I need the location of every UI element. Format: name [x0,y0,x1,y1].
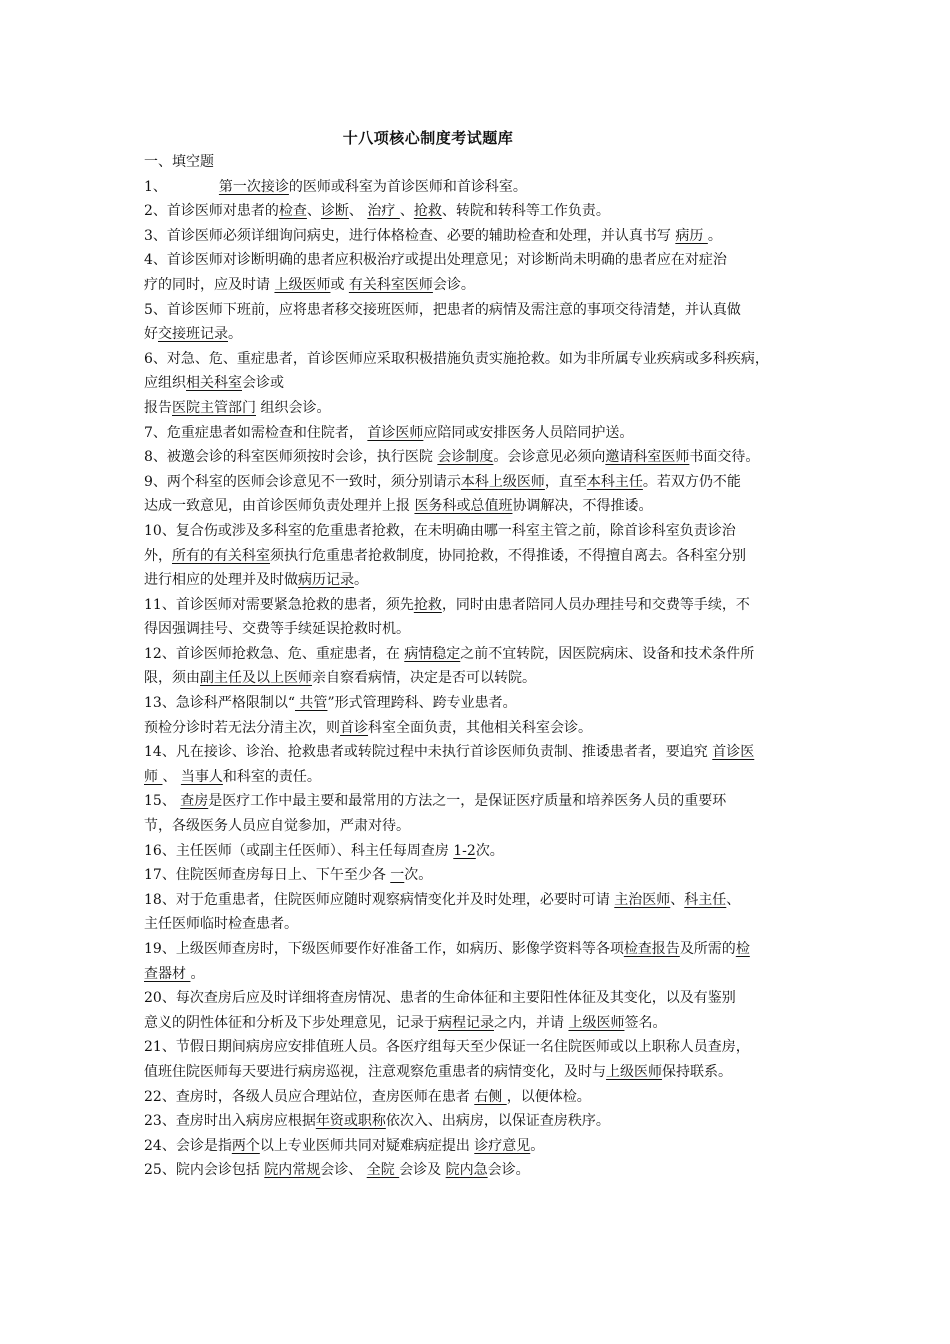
question-text: 次。 [475,842,504,859]
question-text: 及所需的 [679,941,736,957]
answer-blank: 共管 [294,695,328,712]
answer-blank: 病情稳定 [404,645,461,662]
question-line [144,986,812,1011]
answer-blank: 医院主管部门 [172,399,256,416]
question-text: 预检分诊时若无法分清主次，则 [144,719,340,736]
question-line [144,371,812,396]
answer-blank: 查器材 [144,965,191,982]
question-line [144,1060,812,1085]
question-text: 20、每次查房后应及时详细将查房情况、患者的生命体征和主要阳性体征及其变化，以及有鉴别 [144,990,736,1007]
question-line [144,322,812,347]
question-text: 23、查房时出入病房应根据 [144,1113,316,1130]
section-heading: 一、填空题 [144,154,214,170]
question-line [144,445,812,470]
question-line [144,888,812,913]
question-line [144,691,812,716]
question-text: 、 [348,203,368,220]
question-text: 15、 [144,793,181,810]
question-text: ，同时由患者陪同人员办理挂号和交费等手续，不 [441,596,750,613]
question-line [144,740,812,765]
question-line [144,347,812,372]
question-line [144,642,812,667]
question-text: 7、危重症患者如需检查和住院者， [144,424,368,441]
question-line [144,470,812,495]
question-text: 应陪同或安排医务人员陪同护送。 [423,424,634,441]
question-text: 达成一致意见，由首诊医师负责处理并上报 [144,498,415,515]
question-text: 9、两个科室的医师会诊意见不一致时，须分别请示 [144,473,461,490]
question-line [144,568,812,593]
question-line [144,765,812,790]
question-text: 22、查房时，各级人员应合理站位，查房医师在患者 [144,1088,475,1105]
answer-blank: 全院 [366,1162,400,1179]
question-line [144,912,812,937]
question-text: 组织会诊。 [256,399,331,416]
question-text: 、 [162,768,181,785]
answer-blank: 上级医师 [568,1014,625,1031]
answer-blank: 右侧 [474,1088,507,1105]
document-title [0,127,950,148]
question-line [144,175,812,200]
question-text: 、 [399,203,414,220]
answer-blank: 第一次接诊 [218,178,289,195]
question-text: 。若双方仍不能 [642,473,741,490]
answer-blank: 诊疗意见 [474,1137,531,1154]
question-text: 会诊、 [320,1162,367,1179]
question-text: ，直至 [544,473,587,490]
question-text: 、 [670,891,685,908]
answer-blank: 本科上级医师 [460,473,545,490]
question-text: 保持联系。 [662,1063,732,1080]
question-text: 8、被邀会诊的科室医师须按时会诊，执行医院 [144,449,438,466]
question-text: 依次入、出病房，以保证查房秩序。 [385,1113,610,1130]
question-text: 11、首诊医师对需要紧急抢救的患者，须先 [144,596,414,613]
question-line [144,814,812,839]
question-text: 节，各级医务人员应自觉参加，严肃对待。 [144,818,410,835]
answer-blank: 本科主任 [586,473,643,490]
question-text: 10、复合伤或涉及多科室的危重患者抢救，在未明确由哪一科室主管之前，除首诊科室负责诊治 [144,522,736,539]
question-text: 之前不宜转院，因医院病床、设备和技术条件所 [460,645,755,662]
question-text: 意义的阴性体征和分析及下步处理意见，记录于 [144,1014,438,1031]
question-text: 科室全面负责，其他相关科室会诊。 [368,719,592,736]
question-text: 以上专业医师共同对疑难病症提出 [259,1137,475,1154]
question-text: 报告 [144,399,172,416]
answer-blank: 一 [390,867,405,884]
question-line [144,273,812,298]
question-text: 会诊及 [399,1162,446,1179]
question-line [144,1011,812,1036]
answer-blank: 两个 [231,1137,260,1154]
question-line [144,593,812,618]
answer-blank: 检 [735,941,750,957]
question-line [144,1109,812,1134]
question-text: 25、院内会诊包括 [144,1162,265,1179]
question-line [144,789,812,814]
answer-blank: 相关科室 [186,375,242,392]
question-text: 13、急诊科严格限制以“ [144,695,295,712]
question-line [144,1158,812,1183]
question-text: 限，须由 [144,670,200,687]
question-line [144,666,812,691]
question-line [144,716,812,741]
answer-blank: 首诊医 [712,744,755,761]
question-text: 。 [228,326,242,343]
question-list [144,150,812,1183]
question-text: 外， [144,547,172,564]
question-line [144,519,812,544]
question-text: 。 [707,227,722,244]
answer-blank: 副主任及以上医师 [200,670,312,687]
question-text: 签名。 [624,1014,667,1031]
question-text: 次。 [404,867,433,884]
question-text: ”形式管理跨科、跨专业患者。 [327,695,517,712]
question-text: 、 [726,891,741,908]
question-text: 、 [306,203,321,220]
question-text: 和科室的责任。 [222,768,321,785]
question-text: 19、上级医师查房时，下级医师要作好准备工作，如病历、影像学资料等各项 [144,941,624,957]
question-line [144,224,812,249]
question-line [144,1085,812,1110]
question-text: 主任医师临时检查患者。 [144,916,298,933]
question-text: 24、会诊是指 [144,1137,232,1154]
question-text: 、转院和转科等工作负责。 [441,203,610,220]
question-line [144,863,812,888]
answer-blank: 查房 [180,793,209,810]
question-line [144,494,812,519]
question-text: 疗的同时，应及时请 [144,276,275,293]
answer-blank: 会诊制度 [437,449,494,466]
answer-blank: 诊断 [320,203,349,220]
answer-blank: 治疗 [367,203,400,220]
question-text: 的医师或科室为首诊医师和首诊科室。 [288,178,527,195]
answer-blank: 师 [144,768,163,785]
question-text: 会诊或 [242,375,284,392]
question-text: 进行相应的处理并及时做 [144,572,298,589]
question-line [144,962,812,987]
answer-blank: 首诊医师 [367,424,424,441]
answer-blank: 病历记录 [298,572,354,589]
answer-blank: 检查报告 [623,941,680,957]
answer-blank: 上级医师 [606,1063,662,1080]
question-text: ，以便体检。 [506,1088,591,1105]
question-text: 是医疗工作中最主要和最常用的方法之一，是保证医疗质量和培养医务人员的重要环 [208,793,727,810]
question-text: 5、首诊医师下班前，应将患者移交接班医师，把患者的病情及需注意的事项交待清楚，并认真做 [144,301,741,318]
question-text: 3、首诊医师必须详细询问病史，进行体格检查、必要的辅助检查和处理，并认真书写 [144,227,676,244]
question-text: 6、对急、危、重症患者，首诊医师应采取积极措施负责实施抢救。如为非所属专业疾病或多科疾病， [144,350,769,367]
question-text: 16、主任医师（或副主任医师）、科主任每周查房 [144,842,454,859]
question-text: 亲自察看病情，决定是否可以转院。 [312,670,536,687]
question-line [144,544,812,569]
question-text: 会诊。 [487,1162,530,1179]
question-line [144,421,812,446]
answer-blank: 院内急 [445,1162,488,1179]
question-text: 18、对于危重患者，住院医师应随时观察病情变化并及时处理，必要时可请 [144,891,615,908]
question-text: 1、 [144,178,167,195]
question-text: 21、节假日期间病房应安排值班人员。各医疗组每天至少保证一名住院医师或以上职称人员查房， [144,1039,750,1056]
question-line [144,937,812,962]
question-line [144,248,812,273]
question-line [144,298,812,323]
question-text: 。 [354,572,368,589]
answer-blank: 病程记录 [438,1014,494,1031]
question-line [144,839,812,864]
question-text: 书面交待。 [689,449,760,466]
fill-in-questions [144,175,812,1183]
question-line [144,1035,812,1060]
document-title-text: 十八项核心制度考试题库 [342,129,514,147]
question-line [144,617,812,642]
question-text: 4、首诊医师对诊断明确的患者应积极治疗或提出处理意见；对诊断尚未明确的患者应在对症治 [144,252,727,269]
answer-blank: 年资或职称 [315,1113,386,1130]
question-text: 会诊。 [432,276,475,293]
answer-blank: 医务科或总值班 [414,498,513,515]
question-text: 须执行危重患者抢救制度，协同抢救，不得推诿，不得擅自离去。各科室分别 [270,547,746,564]
answer-blank: 抢救 [413,596,442,613]
question-line [144,1134,812,1159]
question-text: 协调解决，不得推诿。 [512,498,653,515]
answer-blank: 院内常规 [264,1162,321,1179]
answer-blank: 1-2 [453,842,476,859]
answer-blank: 所有的有关科室 [172,547,270,564]
question-text: 2、首诊医师对患者的 [144,203,279,220]
question-text: 14、凡在接诊、诊治、抢救患者或转院过程中未执行首诊医师负责制、推诿患者者，要追究 [144,744,713,761]
question-line [144,396,812,421]
question-text: 应组织 [144,375,186,392]
question-text: 好 [144,326,158,343]
answer-blank: 抢救 [413,203,442,220]
answer-blank: 科主任 [684,891,727,908]
answer-blank: 检查 [278,203,307,220]
question-text: 。会诊意见必须向 [493,449,606,466]
answer-blank: 交接班记录 [158,326,228,343]
answer-blank: 主治医师 [614,891,671,908]
answer-blank: 首诊 [340,719,368,736]
answer-blank: 上级医师 [274,276,331,293]
answer-blank: 邀请科室医师 [605,449,690,466]
question-text: 值班住院医师每天要进行病房巡视，注意观察危重患者的病情变化，及时与 [144,1063,606,1080]
answer-blank: 当事人 [180,768,223,785]
question-text: 。 [190,965,205,982]
answer-blank: 有关科室医师 [348,276,433,293]
question-text: 或 [330,276,349,293]
question-text: 得因强调挂号、交费等手续延误抢救时机。 [144,621,410,638]
question-text: 12、首诊医师抢救急、危、重症患者，在 [144,645,405,662]
question-text: 17、住院医师查房每日上、下午至少各 [144,867,391,884]
question-line [144,199,812,224]
question-text: 之内，并请 [494,1014,569,1031]
question-text: 。 [530,1137,545,1154]
answer-blank: 病历 [675,227,708,244]
